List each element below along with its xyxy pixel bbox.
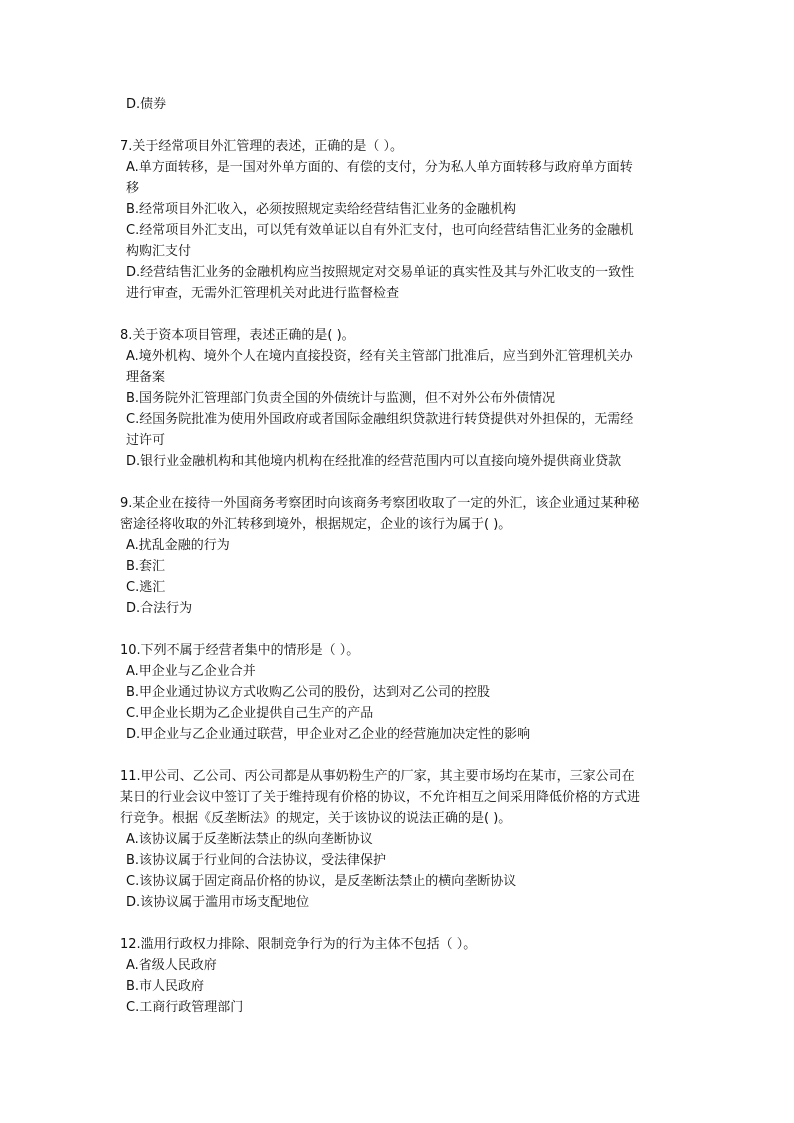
- answer-option: B.套汇: [126, 559, 166, 574]
- question-list: [120, 115, 680, 1018]
- question-stem-line: 行竞争。根据《反垄断法》的规定，关于该协议的说法正确的是( )。: [120, 811, 512, 826]
- answer-option-continuation: 构购汇支付: [126, 244, 192, 259]
- question-block: [120, 136, 680, 304]
- answer-option: A.该协议属于反垄断法禁止的纵向垄断协议: [126, 832, 373, 847]
- question-block: [120, 325, 680, 472]
- answer-option: C.该协议属于固定商品价格的协议，是反垄断法禁止的横向垄断协议: [126, 874, 517, 889]
- question-block: [120, 934, 680, 1018]
- answer-option: A.省级人民政府: [126, 958, 217, 973]
- answer-option: D.经营结售汇业务的金融机构应当按照规定对交易单证的真实性及其与外汇收支的一致性: [126, 265, 635, 280]
- answer-option: B.甲企业通过协议方式收购乙公司的股份，达到对乙公司的控股: [126, 685, 491, 700]
- answer-option: A.扰乱金融的行为: [126, 538, 230, 553]
- paragraph-gap: [120, 472, 680, 493]
- answer-option: C.经常项目外汇支出，可以凭有效单证以自有外汇支付，也可向经营结售汇业务的金融机: [126, 223, 634, 238]
- answer-option: A.境外机构、境外个人在境内直接投资，经有关主管部门批准后，应当到外汇管理机关办: [126, 349, 633, 364]
- question-stem-line: 9.某企业在接待一外国商务考察团时向该商务考察团收取了一定的外汇，该企业通过某种秘: [120, 496, 640, 511]
- question-stem-line: 12.滥用行政权力排除、限制竞争行为的行为主体不包括（ ）。: [120, 937, 477, 952]
- question-stem-line: 10.下列不属于经营者集中的情形是（ ）。: [120, 643, 360, 658]
- answer-option: A.甲企业与乙企业合并: [126, 664, 256, 679]
- answer-option: A.单方面转移，是一国对外单方面的、有偿的支付，分为私人单方面转移与政府单方面转: [126, 160, 633, 175]
- answer-option-continuation: 移: [126, 181, 140, 196]
- answer-option: D.该协议属于滥用市场支配地位: [126, 895, 310, 910]
- answer-option: C.逃汇: [126, 580, 166, 595]
- paragraph-gap: [120, 913, 680, 934]
- question-stem-line: 7.关于经常项目外汇管理的表述，正确的是（ ）。: [120, 139, 404, 154]
- answer-option: C.经国务院批准为使用外国政府或者国际金融组织贷款进行转贷提供对外担保的，无需经: [126, 412, 634, 427]
- answer-option-continuation: 过许可: [126, 433, 166, 448]
- answer-option: D.甲企业与乙企业通过联营，甲企业对乙企业的经营施加决定性的影响: [126, 727, 531, 742]
- answer-option: C.工商行政管理部门: [126, 1000, 244, 1015]
- answer-option: D.债券: [126, 97, 167, 112]
- answer-option: D.银行业金融机构和其他境内机构在经批准的经营范围内可以直接向境外提供商业贷款: [126, 454, 622, 469]
- document-content: [120, 94, 680, 1018]
- answer-option: B.市人民政府: [126, 979, 205, 994]
- paragraph-gap: [120, 745, 680, 766]
- question-stem-line: 密途径将收取的外汇转移到境外，根据规定，企业的该行为属于( )。: [120, 517, 512, 532]
- paragraph-gap: [120, 619, 680, 640]
- answer-option: B.该协议属于行业间的合法协议，受法律保护: [126, 853, 387, 868]
- question-stem-line: 11.甲公司、乙公司、丙公司都是从事奶粉生产的厂家，其主要市场均在某市，三家公司在: [120, 769, 635, 784]
- question-block: [120, 766, 680, 913]
- answer-option-continuation: 理备案: [126, 370, 166, 385]
- answer-option: D.合法行为: [126, 601, 193, 616]
- question-block: [120, 640, 680, 745]
- answer-option: B.经常项目外汇收入，必须按照规定卖给经营结售汇业务的金融机构: [126, 202, 517, 217]
- question-stem-line: 8.关于资本项目管理，表述正确的是( )。: [120, 328, 355, 343]
- answer-option: C.甲企业长期为乙企业提供自己生产的产品: [126, 706, 374, 721]
- question-stem-line: 某日的行业会议中签订了关于维持现有价格的协议，不允许相互之间采用降低价格的方式进: [120, 790, 641, 805]
- question-block: [120, 493, 680, 619]
- paragraph-gap: [120, 304, 680, 325]
- answer-option-continuation: 进行审查，无需外汇管理机关对此进行监督检查: [126, 286, 400, 301]
- answer-option: B.国务院外汇管理部门负责全国的外债统计与监测，但不对外公布外债情况: [126, 391, 556, 406]
- paragraph-gap: [120, 115, 680, 136]
